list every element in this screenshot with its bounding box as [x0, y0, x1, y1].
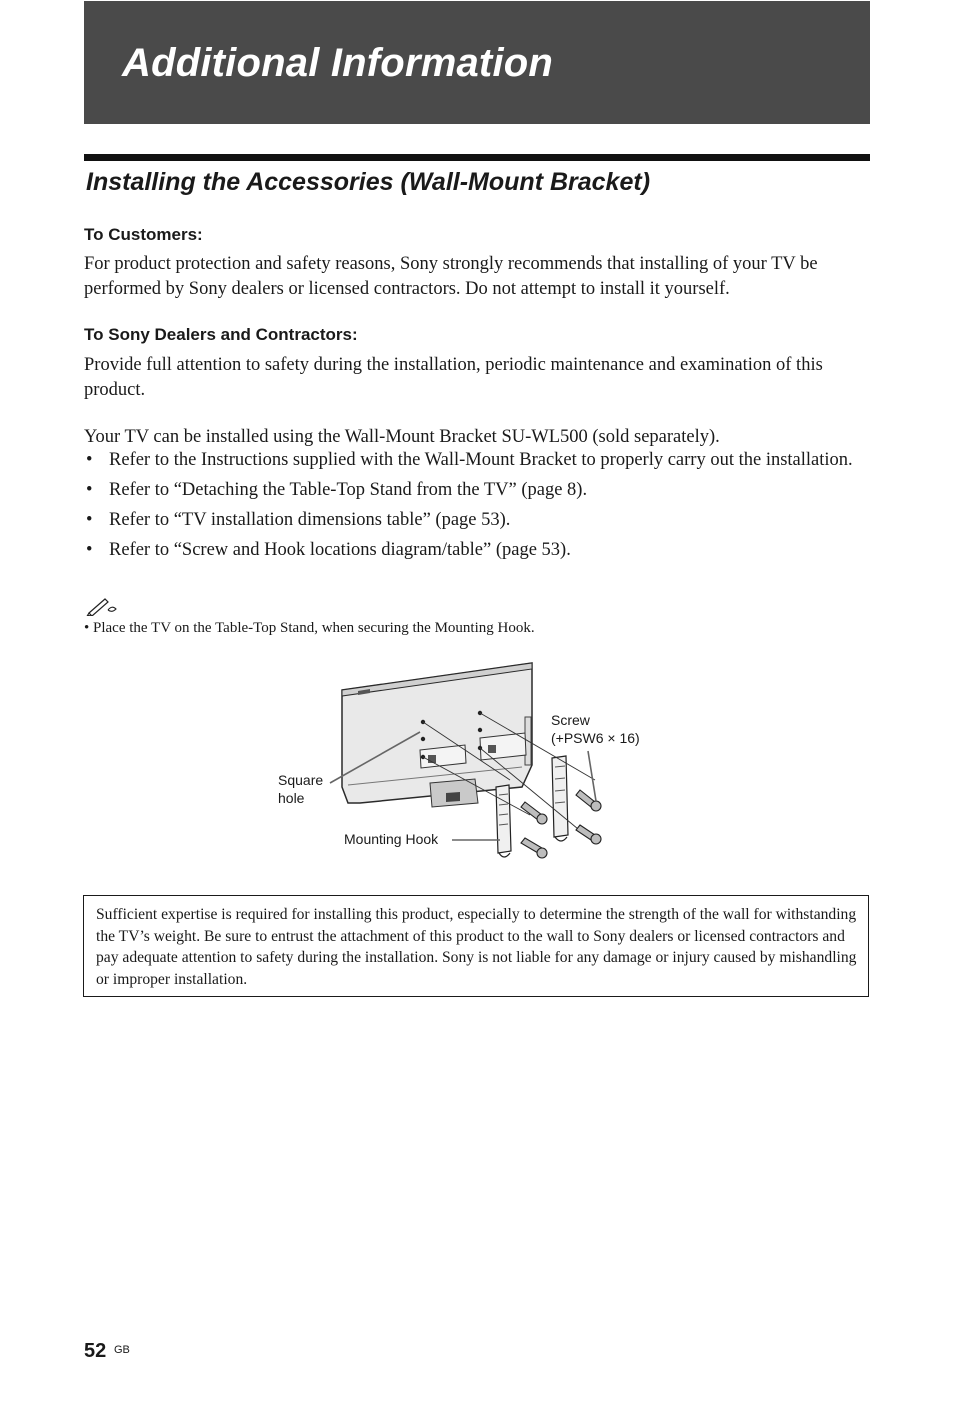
- bullet-mark: •: [86, 450, 93, 470]
- page-region-code: GB: [114, 1344, 130, 1356]
- bullet-text: Refer to “Detaching the Table-Top Stand from the TV” (page 8).: [109, 480, 588, 500]
- bullet-text: Refer to “TV installation dimensions table” (page 53).: [109, 510, 511, 530]
- square-hole-label-line1: Square: [278, 772, 324, 788]
- dealers-heading: To Sony Dealers and Contractors:: [84, 325, 358, 344]
- list-item: [84, 508, 874, 533]
- square-hole-label: [278, 771, 323, 807]
- screw-label: [551, 711, 640, 747]
- bullet-text: Refer to “Screw and Hook locations diagram/table” (page 53).: [109, 540, 571, 560]
- bullet-mark: •: [86, 510, 93, 530]
- bullet-mark: •: [86, 540, 93, 560]
- pencil-note-icon: [86, 596, 118, 616]
- caution-box: [83, 895, 869, 997]
- section-rule: [84, 154, 870, 161]
- list-item: [84, 538, 874, 563]
- install-bullet-list: [84, 448, 874, 568]
- caution-text: Sufficient expertise is required for installing this product, especially to determine the strength of the wall for withstanding the TV’s weight. Be sure to entrust the attachment of this product to the wall to Sony dealers or licensed contractors and pay adequate attention to safety during the installation. Sony is not liable for any damage or injury caused by mishandling or improper installation.: [96, 906, 857, 988]
- chapter-title: Additional Information: [122, 41, 554, 85]
- dealers-text: Provide full attention to safety during the installation, periodic maintenance and examination of this product.: [84, 355, 823, 400]
- list-item: [84, 448, 874, 473]
- wall-mount-diagram: [270, 655, 670, 870]
- bullet-text: Refer to the Instructions supplied with the Wall-Mount Bracket to properly carry out the installation.: [109, 450, 853, 470]
- chapter-banner: [84, 1, 870, 124]
- bullet-mark: •: [86, 480, 93, 500]
- section-title: Installing the Accessories (Wall-Mount Bracket): [86, 168, 651, 196]
- screw-label-line1: Screw: [551, 712, 590, 728]
- square-hole-label-line2: hole: [278, 790, 305, 806]
- mounting-hook-label: Mounting Hook: [344, 831, 439, 847]
- customers-text: For product protection and safety reasons, Sony strongly recommends that installing of your TV be performed by Sony dealers or licensed contractors. Do not attempt to install it yourself.: [84, 254, 818, 299]
- install-intro: Your TV can be installed using the Wall-Mount Bracket SU-WL500 (sold separately).: [84, 427, 720, 447]
- list-item: [84, 478, 874, 503]
- customers-heading: To Customers:: [84, 225, 203, 244]
- page-number: 52: [84, 1340, 107, 1362]
- screw-label-line2: (+PSW6 × 16): [551, 730, 640, 746]
- note-text: • Place the TV on the Table-Top Stand, when securing the Mounting Hook.: [84, 620, 535, 636]
